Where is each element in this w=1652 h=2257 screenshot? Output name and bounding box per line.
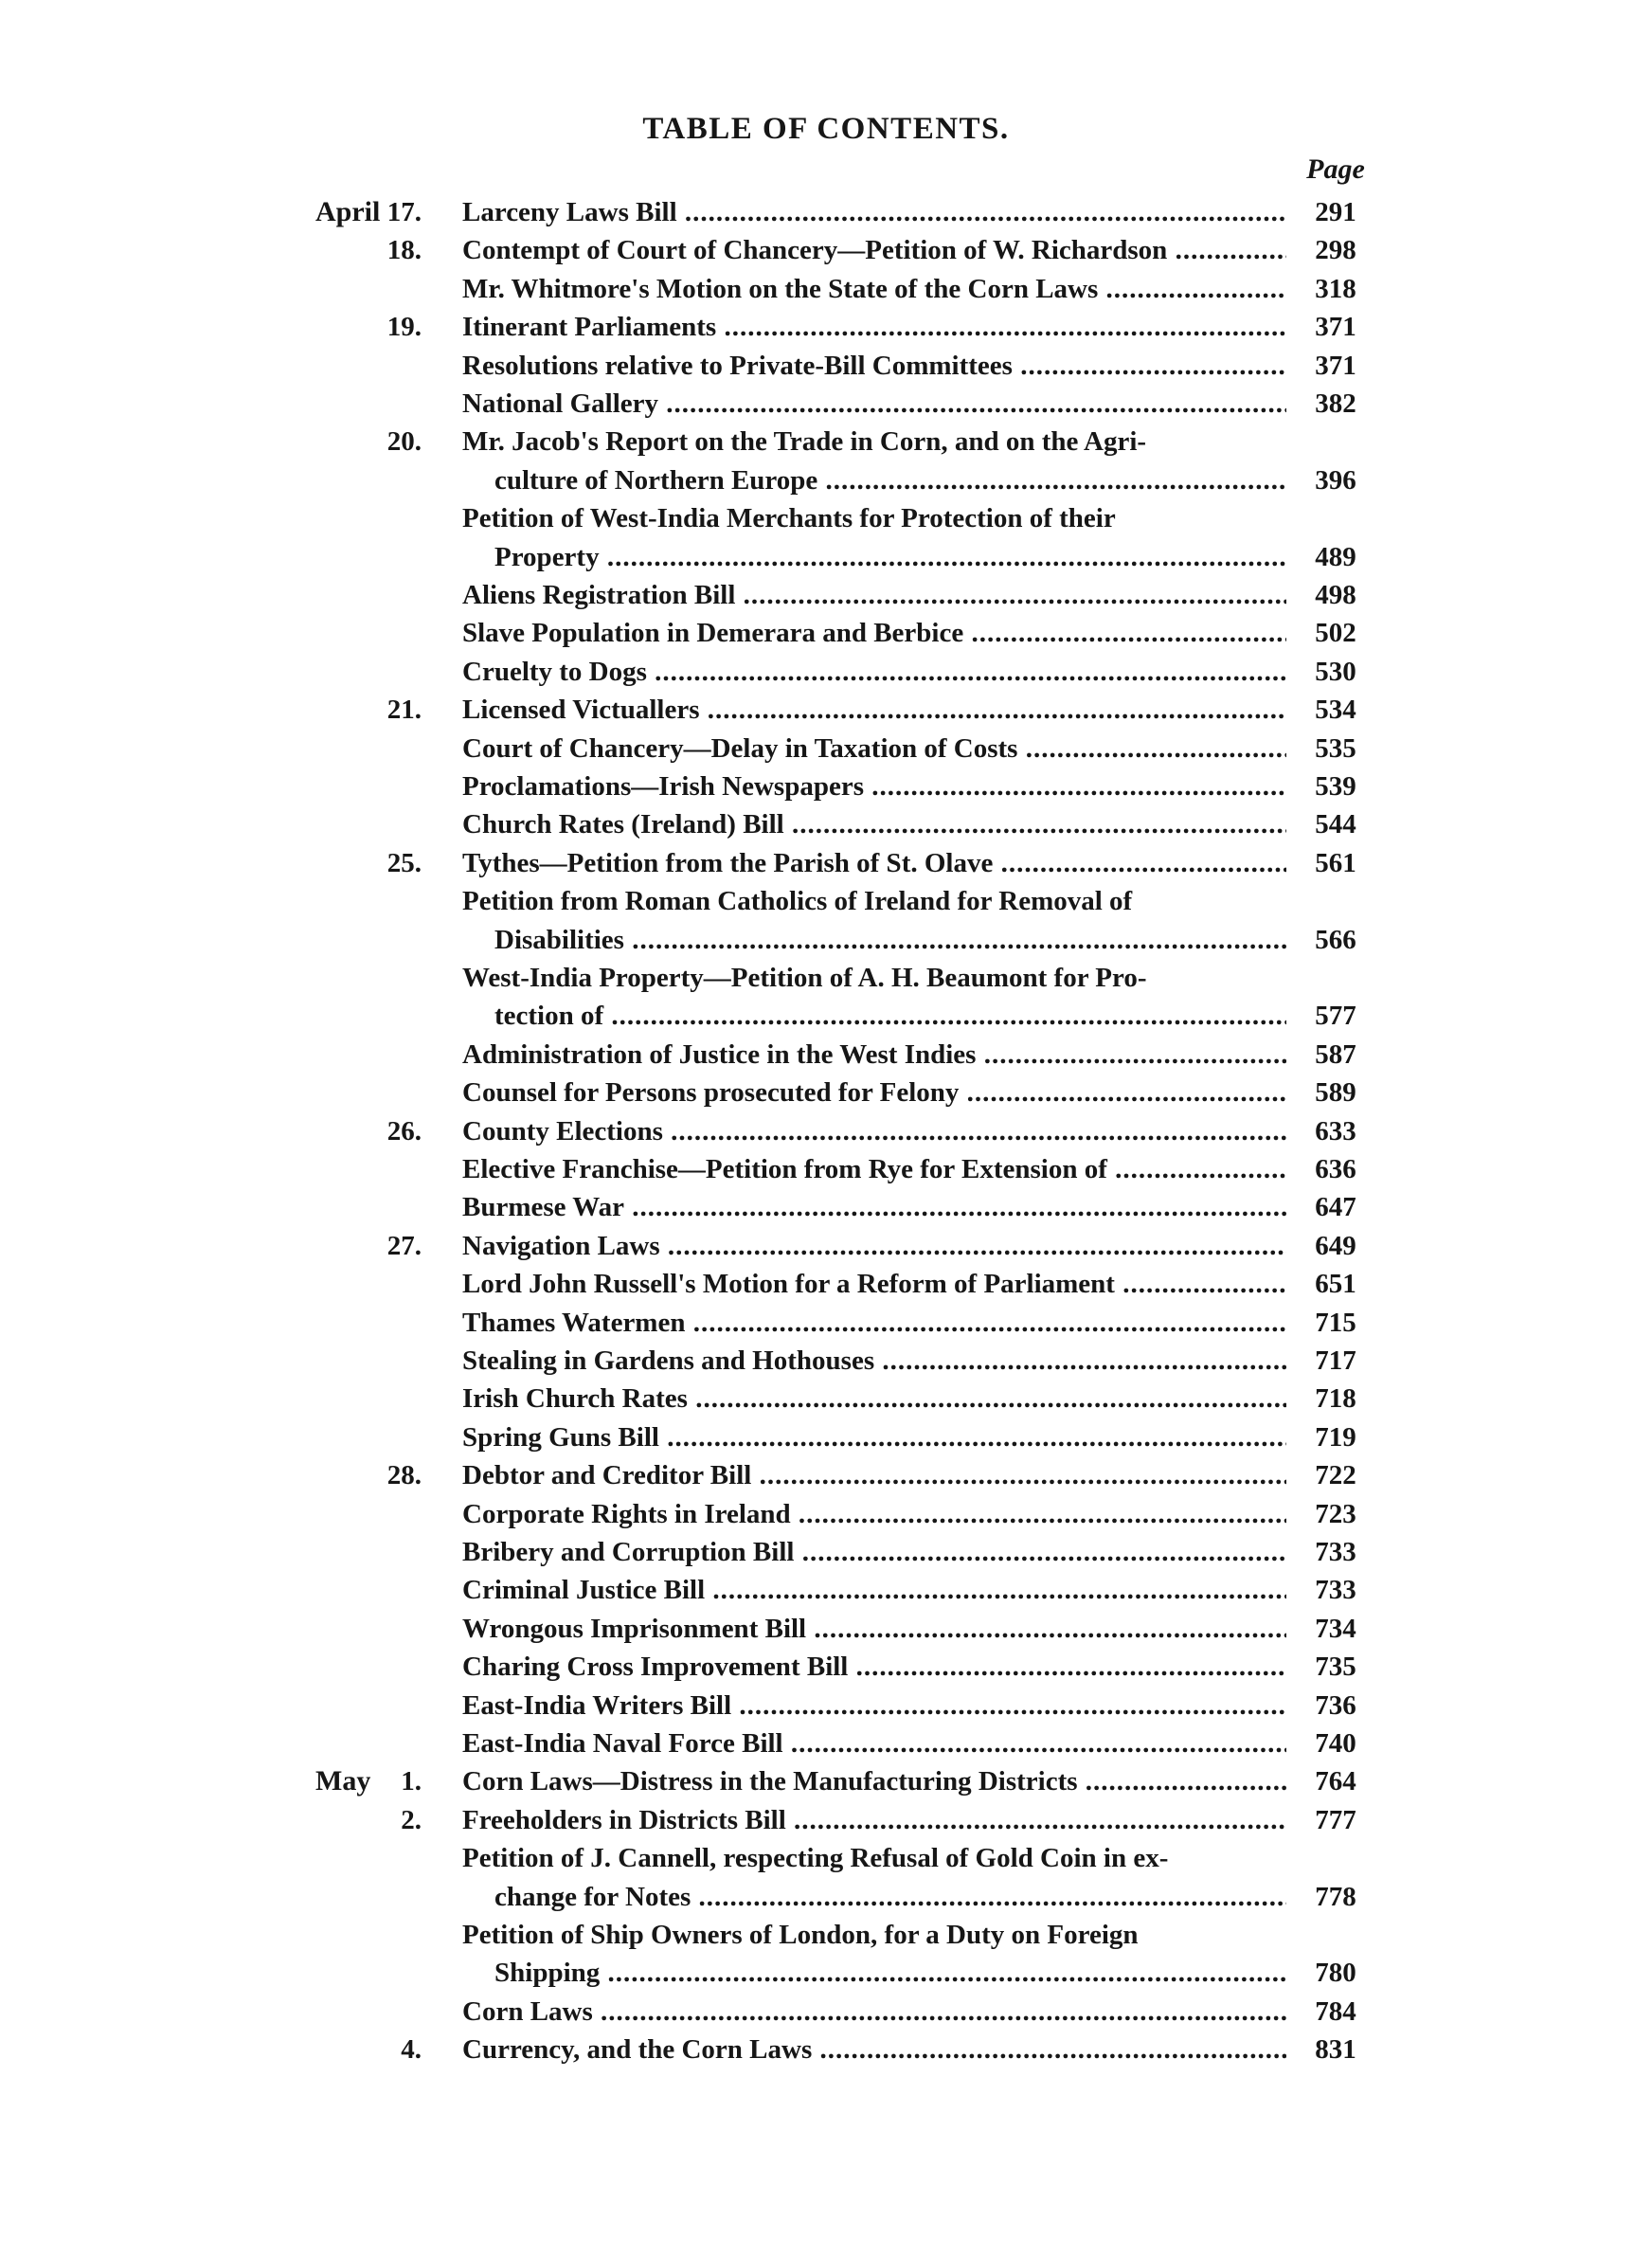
entry-page-number: 647 [1315,1192,1356,1223]
entry-title: Resolutions relative to Private-Bill Committees ..... [462,347,1286,385]
month-label: April [315,196,381,227]
entry-day: 17. [386,197,422,227]
entry-page-number: 539 [1315,771,1356,802]
entry-page-number: 502 [1315,618,1356,649]
entry-page-number: 651 [1315,1269,1356,1300]
entry-title: Court of Chancery—Delay in Taxation of Costs ..... [462,730,1286,767]
page-title: TABLE OF CONTENTS. [642,112,1010,146]
entry-title: Thames Watermen ..... [462,1304,1286,1342]
entry-title: Mr. Jacob's Report on the Trade in Corn, and on the Agri- [462,426,1147,458]
entry-page-number: 740 [1315,1728,1356,1759]
entry-title: Contempt of Court of Chancery—Petition of W. Richardson ..... [462,231,1286,269]
entry-title: Wrongous Imprisonment Bill ..... [462,1610,1286,1648]
entry-day: 28. [386,1460,422,1491]
entry-title: Stealing in Gardens and Hothouses ..... [462,1342,1286,1380]
entry-title: Licensed Victuallers ..... [462,691,1286,729]
entry-page-number: 649 [1315,1230,1356,1261]
entry-title: East-India Naval Force Bill ..... [462,1724,1286,1762]
entry-title: Shipping ..... [494,1954,1286,1992]
entry-page-number: 530 [1315,656,1356,687]
entry-page-number: 722 [1315,1460,1356,1491]
entry-page-number: 735 [1315,1652,1356,1683]
entry-page-number: 733 [1315,1537,1356,1567]
entry-day: 2. [401,1804,422,1835]
entry-day: 21. [386,695,422,726]
page-column-heading: Page [1306,153,1365,185]
entry-page-number: 777 [1315,1804,1356,1835]
entry-page-number: 534 [1315,695,1356,726]
entry-page-number: 734 [1315,1613,1356,1644]
entry-title: West-India Property—Petition of A. H. Beaumont for Pro- [462,963,1147,993]
entry-page-number: 489 [1315,541,1356,572]
entry-page-number: 587 [1315,1038,1356,1070]
entry-page-number: 396 [1315,464,1356,496]
entry-title: Mr. Whitmore's Motion on the State of the Corn Laws ..... [462,270,1286,308]
entry-title: Freeholders in Districts Bill ..... [462,1801,1286,1839]
entry-page-number: 318 [1315,273,1356,304]
entry-page-number: 778 [1315,1881,1356,1912]
entry-title: Charing Cross Improvement Bill ..... [462,1648,1286,1686]
entry-title: Property ..... [494,538,1286,576]
entry-page-number: 717 [1315,1345,1356,1376]
entry-page-number: 723 [1315,1498,1356,1529]
entry-day: 4. [401,2034,422,2066]
entry-title: Petition of Ship Owners of London, for a Duty on Foreign [462,1920,1139,1950]
entry-page-number: 298 [1315,235,1356,266]
entry-page-number: 736 [1315,1689,1356,1721]
entry-title: Larceny Laws Bill ..... [462,193,1286,231]
entry-day: 25. [386,847,422,878]
entry-title: Corn Laws ..... [462,1993,1286,2031]
entry-title: tection of ..... [494,997,1286,1035]
entry-page-number: 382 [1315,388,1356,419]
entry-page-number: 577 [1315,1001,1356,1032]
entry-title: Proclamations—Irish Newspapers ..... [462,767,1286,805]
entry-page-number: 780 [1315,1958,1356,1989]
entry-page-number: 831 [1315,2034,1356,2066]
entry-title: East-India Writers Bill ..... [462,1687,1286,1724]
entry-day: 26. [386,1115,422,1147]
entry-title: Petition of West-India Merchants for Protection of their [462,503,1116,534]
entry-title: culture of Northern Europe ..... [494,461,1286,499]
entry-title: Bribery and Corruption Bill ..... [462,1533,1286,1571]
entry-title: Cruelty to Dogs ..... [462,653,1286,691]
entry-title: change for Notes ..... [494,1878,1286,1916]
entry-page-number: 784 [1315,1995,1356,2027]
entry-title: Church Rates (Ireland) Bill ..... [462,805,1286,843]
entry-page-number: 544 [1315,809,1356,840]
entry-title: Corporate Rights in Ireland ..... [462,1495,1286,1533]
entry-day: 19. [386,312,422,343]
entry-title: Debtor and Creditor Bill ..... [462,1456,1286,1494]
entry-title: County Elections ..... [462,1112,1286,1150]
entry-title: Lord John Russell's Motion for a Reform of Parliament ..... [462,1265,1286,1303]
entry-page-number: 589 [1315,1077,1356,1109]
entry-page-number: 636 [1315,1154,1356,1184]
entry-page-number: 719 [1315,1421,1356,1453]
entry-title: Elective Franchise—Petition from Rye for Extension of ..... [462,1150,1286,1188]
entry-day: 27. [386,1230,422,1261]
entry-day: 18. [386,235,422,266]
entry-title: Tythes—Petition from the Parish of St. Olave ..... [462,844,1286,882]
entry-page-number: 715 [1315,1307,1356,1338]
entry-title: Disabilities ..... [494,921,1286,959]
entry-title: Criminal Justice Bill ..... [462,1571,1286,1609]
entry-day: 20. [386,426,422,458]
entry-page-number: 371 [1315,312,1356,343]
entry-title: National Gallery ..... [462,385,1286,423]
entry-page-number: 291 [1315,197,1356,227]
entry-title: Slave Population in Demerara and Berbice ..... [462,614,1286,652]
entry-page-number: 561 [1315,847,1356,878]
entry-title: Irish Church Rates ..... [462,1380,1286,1417]
entry-title: Counsel for Persons prosecuted for Felony ..... [462,1074,1286,1111]
entry-page-number: 371 [1315,350,1356,381]
entry-page-number: 733 [1315,1575,1356,1606]
entry-title: Petition of J. Cannell, respecting Refusal of Gold Coin in ex- [462,1843,1169,1874]
entry-page-number: 718 [1315,1383,1356,1415]
entry-title: Corn Laws—Distress in the Manufacturing Districts ..... [462,1762,1286,1800]
entry-title: Aliens Registration Bill ..... [462,576,1286,614]
entry-title: Spring Guns Bill ..... [462,1418,1286,1456]
entry-page-number: 498 [1315,580,1356,610]
entry-page-number: 764 [1315,1766,1356,1797]
entry-page-number: 566 [1315,924,1356,955]
entry-day: 1. [401,1766,422,1797]
month-label: May [315,1765,371,1797]
entry-title: Burmese War ..... [462,1188,1286,1226]
entry-title: Itinerant Parliaments ..... [462,308,1286,346]
entry-title: Administration of Justice in the West Indies ..... [462,1036,1286,1074]
entry-title: Currency, and the Corn Laws ..... [462,2031,1286,2068]
entry-title: Petition from Roman Catholics of Ireland for Removal of [462,886,1133,917]
entry-page-number: 535 [1315,732,1356,764]
entry-title: Navigation Laws ..... [462,1227,1286,1265]
entry-page-number: 633 [1315,1115,1356,1147]
